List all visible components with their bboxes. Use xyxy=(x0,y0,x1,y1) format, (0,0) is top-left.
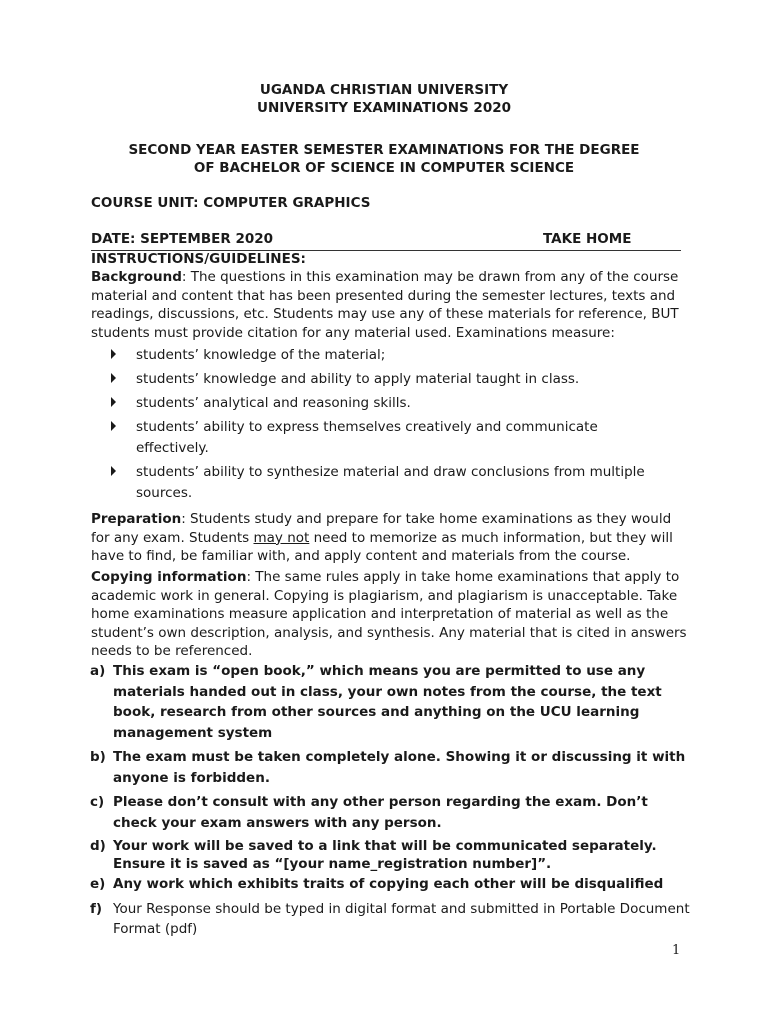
list-item: students’ knowledge of the material; xyxy=(111,345,671,366)
rule-item-e: e) Any work which exhibits traits of copying each other will be disqualified xyxy=(90,876,664,892)
copying-label: Copying information xyxy=(91,569,247,585)
date-row xyxy=(91,231,681,251)
background-text: : The questions in this examination may be drawn from any of the course material and content that has been presented during the semester lectures, texts and readings, discussions, etc. Students may use any of these materials for reference, BUT students must provide citation for any material used. Examinations measure: xyxy=(91,269,679,341)
degree-header xyxy=(0,141,768,177)
triangle-bullet-icon xyxy=(111,397,116,407)
exam-type: TAKE HOME xyxy=(543,231,632,247)
preparation-paragraph: Preparation: Students study and prepare for take home examinations as they would for any exam. Students may not need to memorize as much information, but they will have to find, be familiar with, and apply content and materials from the course. xyxy=(91,511,673,565)
list-item: students’ analytical and reasoning skills. xyxy=(111,393,671,414)
copying-text: : The same rules apply in take home examinations that apply to academic work in general. Copying is plagiarism, and plagiarism is unacceptable. Take home examinations measure application and interpretation of material as well as the student’s own description, analysis, and synthesis. Any material that is cited in answers needs to be referenced. xyxy=(91,569,687,660)
list-item: students’ knowledge and ability to apply material taught in class. xyxy=(111,369,671,390)
rule-item-b: b) The exam must be taken completely alone. Showing it or discussing it with anyone is forbidden. xyxy=(90,749,686,786)
exam-date: DATE: SEPTEMBER 2020 xyxy=(91,231,274,247)
semester-line: SECOND YEAR EASTER SEMESTER EXAMINATIONS FOR THE DEGREE xyxy=(128,142,640,158)
course-unit: COURSE UNIT: COMPUTER GRAPHICS xyxy=(91,195,371,211)
rules-list xyxy=(90,661,690,940)
triangle-bullet-icon xyxy=(111,349,116,359)
triangle-bullet-icon xyxy=(111,373,116,383)
measures-list xyxy=(111,345,671,507)
instructions-heading: INSTRUCTIONS/GUIDELINES: xyxy=(91,251,306,267)
page-number: 1 xyxy=(672,943,681,958)
exam-title: UNIVERSITY EXAMINATIONS 2020 xyxy=(256,100,511,116)
copying-paragraph xyxy=(91,568,691,661)
triangle-bullet-icon xyxy=(111,466,116,476)
list-item: students’ ability to express themselves creatively and communicate effectively. xyxy=(111,417,671,459)
rule-item-c: c) Please don’t consult with any other person regarding the exam. Don’t check your exam answers with any person. xyxy=(90,794,648,831)
background-label: Background xyxy=(91,269,182,285)
list-item: students’ ability to synthesize material and draw conclusions from multiple sources. xyxy=(111,462,671,504)
underlined-text: may not xyxy=(253,529,310,546)
degree-line: OF BACHELOR OF SCIENCE IN COMPUTER SCIENCE xyxy=(193,160,575,176)
rule-item-a: a) This exam is “open book,” which means you are permitted to use any materials handed out in class, your own notes from the course, the text book, research from other sources and anything on the UCU learning management system xyxy=(90,663,662,741)
rule-item-f: f) Your Response should be typed in digital format and submitted in Portable Document Format (pdf) xyxy=(90,900,690,937)
rule-item-d: d) Your work will be saved to a link that will be communicated separately. Ensure it is saved as “[your name_registration number]”. xyxy=(90,838,657,872)
triangle-bullet-icon xyxy=(111,421,116,431)
university-header xyxy=(0,81,768,117)
background-paragraph xyxy=(91,268,691,342)
preparation-label: Preparation xyxy=(91,511,182,527)
university-name: UGANDA CHRISTIAN UNIVERSITY xyxy=(259,82,509,98)
